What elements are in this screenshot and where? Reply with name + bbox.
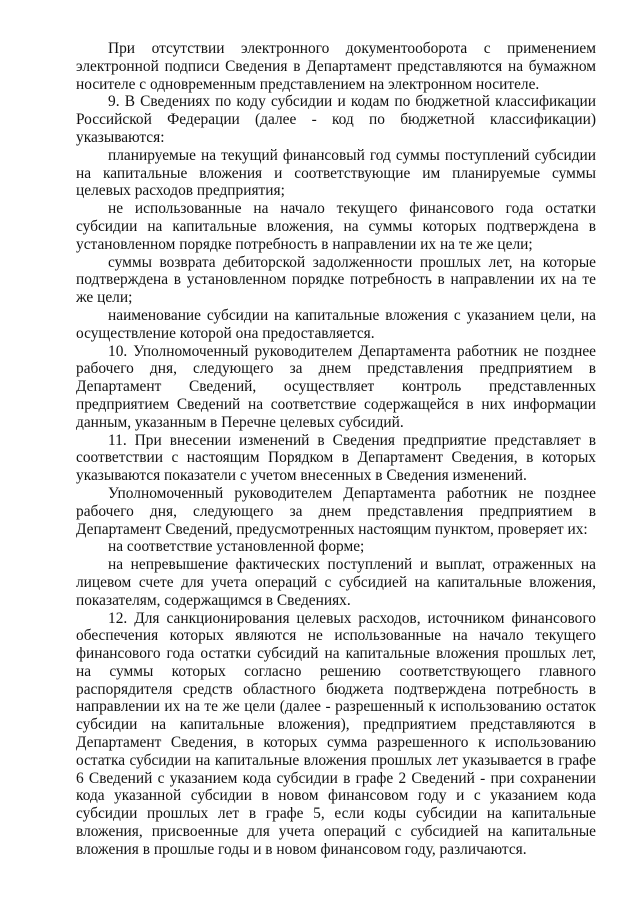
paragraph-form-compliance: на соответствие установленной форме; <box>108 538 365 556</box>
paragraph-clause-12: 12. Для санкционирования целевых расходов, источником финансового обеспечения которых являются не использованные на начало текущего финансового года остатки субсидий на капитальные вложения прошлых лет, на суммы которых согласно решению соответствующего главного распорядителя средств областного бюджета подтверждена потребность в направлении их на те же цели (далее - разрешенный к использованию остаток субсидии на капитальные вложения), предприятием представляются в Департамент Сведения, в которых сумма разрешенного к использованию остатка субсидии на капитальные вложения прошлых лет указывается в графе 6 Сведений с указанием кода субсидии в графе 2 Сведений - при сохранении кода указанной субсидии в новом финансовом году и с указанием кода субсидии прошлых лет в графе 5, если коды субсидии на капитальные вложения, присвоенные для учета операций с субсидией на капитальные вложения в прошлые годы и в новом финансовом году, различаются. <box>76 609 596 858</box>
paragraph-non-excess: на непревышение фактических поступлений и выплат, отраженных на лицевом счете для учета операций с субсидией на капитальные вложения, показателям, содержащимся в Сведениях. <box>76 556 596 609</box>
paragraph-clause-10: 10. Уполномоченный руководителем Департамента работник не позднее рабочего дня, следующего за днем представления предприятием в Департамент Сведений, осуществляет контроль представленных предприятием Сведений на соответствие содержащейся в них информации данным, указанным в Перечне целевых субсидий. <box>76 342 596 431</box>
paragraph-subsidy-name: наименование субсидии на капитальные вложения с указанием цели, на осуществление которой она предоставляется. <box>76 306 596 342</box>
paragraph-unused-balances: не использованные на начало текущего финансового года остатки субсидии на капитальные вложения, на суммы которых подтверждена в установленном порядке потребность в направлении их на те же цели; <box>76 200 596 253</box>
paragraph-clause-11: 11. При внесении изменений в Сведения предприятие представляет в соответствии с настоящим Порядком в Департамент Сведения, в которых указываются показатели с учетом внесенных в Сведения изменений. <box>76 431 596 485</box>
paragraph-electronic-submission: При отсутствии электронного документооборота с применением электронной подписи Сведения в Департамент представляются на бумажном носителе с одновременным представлением на электронном носителе. <box>76 40 596 93</box>
paragraph-receivables-return: суммы возврата дебиторской задолженности прошлых лет, на которые подтверждена в установленном порядке потребность в направлении их на те же цели; <box>76 253 596 307</box>
paragraph-planned-amounts: планируемые на текущий финансовый год суммы поступлений субсидии на капитальные вложения и соответствующие им планируемые суммы целевых расходов предприятия; <box>76 146 596 200</box>
paragraph-clause-9: 9. В Сведениях по коду субсидии и кодам по бюджетной классификации Российской Федерации (далее - код по бюджетной классификации) указываются: <box>76 93 596 146</box>
document-page <box>76 40 596 859</box>
paragraph-authorized-check: Уполномоченный руководителем Департамента работник не позднее рабочего дня, следующего за днем представления предприятием в Департамент Сведений, предусмотренных настоящим пунктом, проверяет их: <box>76 484 596 538</box>
